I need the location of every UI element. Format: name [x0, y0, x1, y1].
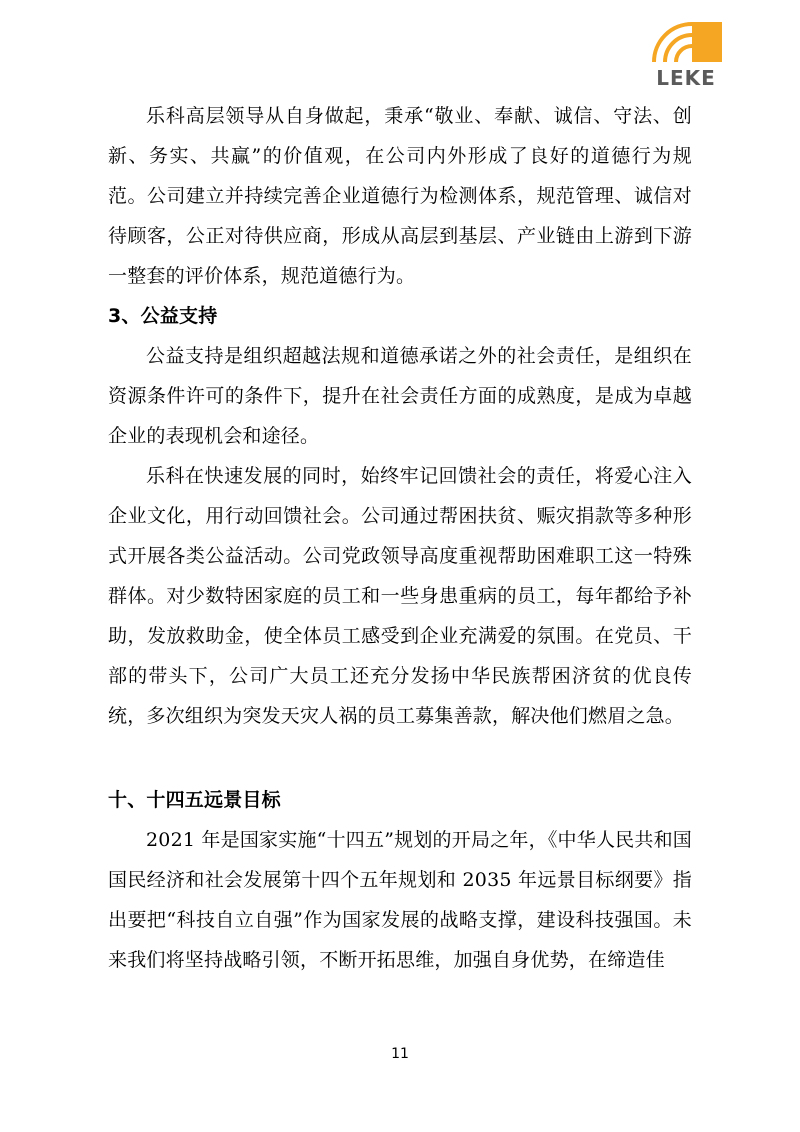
section-spacer — [108, 736, 692, 780]
page-number-footer: 11 — [391, 1046, 409, 1062]
document-body — [108, 96, 692, 980]
paragraph-ethics-leadership: 乐科高层领导从自身做起，秉承“敬业、奉献、诚信、守法、创新、务实、共赢”的价值观，在公司内外形成了良好的道德行为规范。公司建立并持续完善企业道德行为检测体系，规范管理、诚信对待顾客，公正对待供应商，形成从高层到基层、产业链由上游到下游一整套的评价体系，规范道德行为。 — [108, 105, 692, 287]
heading-public-welfare-support: 3、公益支持 — [108, 305, 218, 327]
logo-wordmark: LEKE — [656, 66, 716, 90]
company-logo — [638, 18, 734, 90]
paragraph-14th-five-year-plan: 2021 年是国家实施“十四五”规划的开局之年，《中华人民共和国国民经济和社会发展第十四个五年规划和 2035 年远景目标纲要》指出要把“科技自立自强”作为国家发展的战略支撑，建设科技强国。未来我们将坚持战略引领，不断开拓思维，加强自身优势，在缔造佳 — [108, 829, 692, 971]
leke-arc-logo-icon — [648, 18, 726, 64]
heading-14th-five-year-vision: 十、十四五远景目标 — [108, 789, 281, 811]
paragraph-public-welfare-definition: 公益支持是组织超越法规和道德承诺之外的社会责任，是组织在资源条件许可的条件下，提升在社会责任方面的成熟度，是成为卓越企业的表现机会和途径。 — [108, 345, 692, 447]
paragraph-public-welfare-activities: 乐科在快速发展的同时，始终牢记回馈社会的责任，将爱心注入企业文化，用行动回馈社会。公司通过帮困扶贫、赈灾捐款等多种形式开展各类公益活动。公司党政领导高度重视帮助困难职工这一特殊群体。对少数特困家庭的员工和一些身患重病的员工，每年都给予补助，发放救助金，使全体员工感受到企业充满爱的氛围。在党员、干部的带头下，公司广大员工还充分发扬中华民族帮困济贫的优良传统，多次组织为突发天灾人祸的员工募集善款，解决他们燃眉之急。 — [108, 465, 692, 727]
